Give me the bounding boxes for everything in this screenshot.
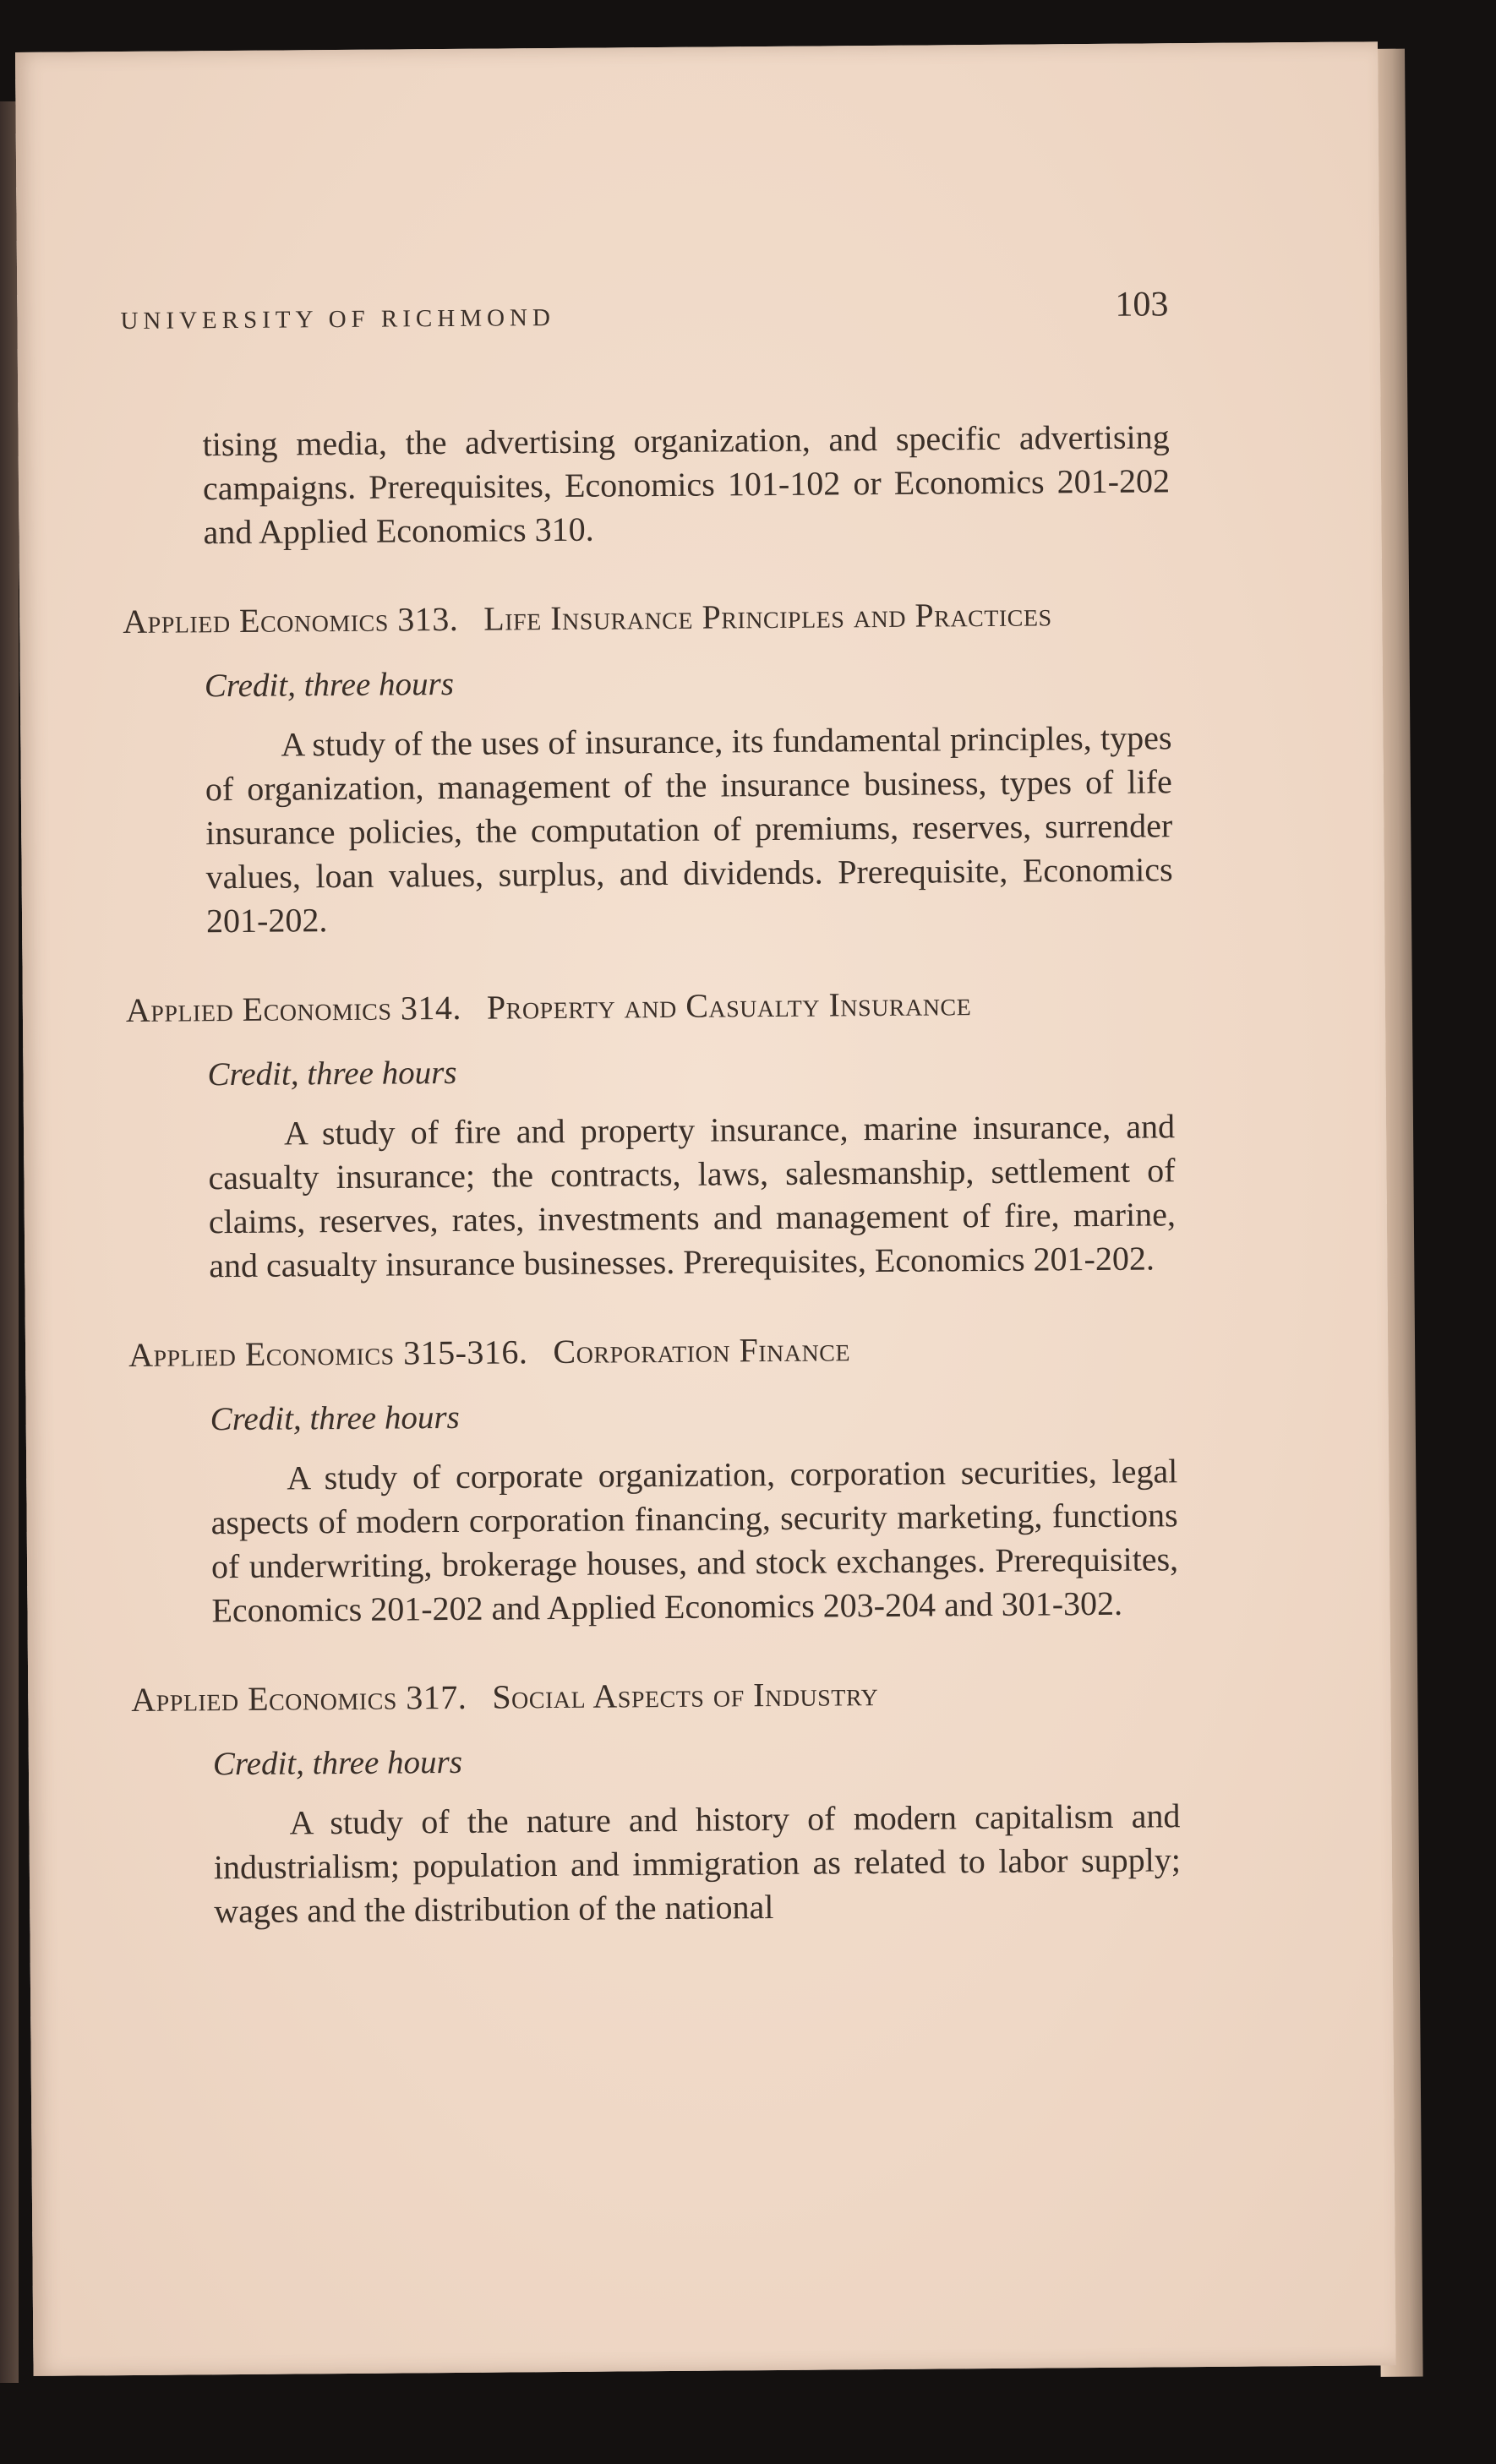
book-page: [15, 41, 1396, 2376]
course-entry-317: [131, 1669, 1181, 1934]
running-title: UNIVERSITY OF RICHMOND: [120, 303, 556, 335]
course-entry-315-316: [128, 1324, 1179, 1633]
course-number: Applied Economics 313.: [123, 599, 459, 641]
course-credit: Credit, three hours: [210, 1398, 460, 1438]
course-credit: Credit, three hours: [212, 1743, 463, 1783]
course-title: Life Insurance Principles and Practices: [483, 595, 1052, 638]
course-title: Social Aspects of Industry: [492, 1675, 879, 1716]
course-title: Property and Casualty Insurance: [486, 984, 972, 1027]
course-number: Applied Economics 315-316.: [128, 1333, 528, 1374]
course-description: A study of fire and property insurance, marine insurance, and casualty insurance; the contracts, laws, salesmanship, settlement of claims, reserves, rates, investments and management of fire, marine, and casualty insurance businesses. Prerequisites, Economics 201-202.: [208, 1107, 1177, 1285]
course-number: Applied Economics 317.: [131, 1677, 467, 1719]
course-entry-314: [126, 979, 1177, 1289]
course-credit: Credit, three hours: [204, 665, 455, 705]
page-number: 103: [1115, 285, 1169, 324]
book-spine: [0, 101, 19, 2383]
course-heading: [123, 591, 1171, 645]
course-entry-313: [123, 591, 1173, 944]
continuation-paragraph: tising media, the advertising organization, and specific advertising campaigns. Prerequisites, Economics 101-102 or Economics 201-202 and Applied Economics 310.: [202, 417, 1171, 552]
page-body: [121, 415, 1181, 1934]
course-heading: [128, 1324, 1177, 1378]
course-heading: [126, 979, 1174, 1033]
course-title: Corporation Finance: [553, 1330, 851, 1371]
course-heading: [131, 1669, 1179, 1723]
course-description: A study of the uses of insurance, its fundamental principles, types of organization, management of the insurance business, types of life insurance policies, the computation of premiums, reserves, surrender values, loan values, surplus, and dividends. Prerequisite, Economics 201-202.: [205, 718, 1173, 940]
course-number: Applied Economics 314.: [125, 988, 462, 1030]
course-credit: Credit, three hours: [207, 1054, 457, 1093]
course-description: A study of the nature and history of modern capitalism and industrialism; population and immigration as related to labor supply; wages and the distribution of the national: [213, 1796, 1182, 1931]
course-description: A study of corporate organization, corporation securities, legal aspects of modern corporation financing, security marketing, functions of underwriting, brokerage houses, and stock exchanges. Prerequisites, Economics 201-202 and Applied Economics 203-204 and 301-302.: [210, 1452, 1179, 1630]
running-head: [120, 284, 1168, 343]
